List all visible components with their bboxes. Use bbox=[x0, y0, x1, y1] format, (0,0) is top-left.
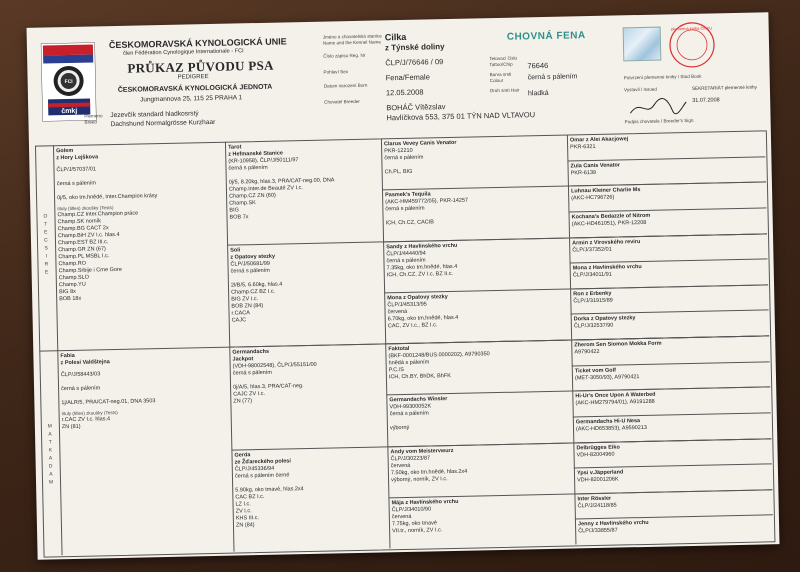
grandparent-detail: 5.90kg, oko tmavé, hlas.2x4 bbox=[235, 485, 304, 494]
grandparent-kennel: ze Žďareckého polesí bbox=[234, 457, 291, 466]
chip-label: Tetovací číslo Tattoo/Chip bbox=[489, 55, 518, 67]
great-grandparent-detail: ČLP/J/30223/87 bbox=[390, 454, 431, 462]
registration-number: ČLP/J/76646 / 09 bbox=[385, 57, 444, 68]
gen4-name: Germandachs Hi-U Nesa bbox=[575, 417, 641, 426]
hologram-sticker bbox=[623, 27, 662, 62]
colour-value: černá s pálením bbox=[527, 73, 578, 82]
parent-detail: černá s pálením bbox=[61, 385, 101, 393]
grandparent-detail: ČLP/J/50681/99 bbox=[230, 260, 271, 268]
titles-header: tituly (titles) zkoušky (Tests) bbox=[57, 205, 114, 212]
grandparent-detail: černá s pálením černé bbox=[234, 471, 290, 480]
parent-title: Champ.BiH ZV I.c. hlas.4 bbox=[57, 231, 120, 239]
breeder-name: BOHÁČ Vítězslav bbox=[386, 102, 446, 113]
grandparent-detail: CAJC bbox=[231, 316, 247, 324]
great-grandparent-name: Sandy z Havlínského vrchu bbox=[386, 242, 458, 250]
great-grandparent-detail: červená bbox=[390, 462, 411, 469]
colour-label: Barva srsti Colour bbox=[489, 71, 512, 83]
gen4-cell bbox=[572, 236, 764, 261]
great-grandparent-detail: VDH-99300052K bbox=[389, 403, 432, 411]
great-grandparent-detail: ICH, Ch.CZ, CACIB bbox=[385, 219, 435, 227]
dog-sex: Fena/Female bbox=[385, 72, 430, 83]
breeder-sign-label: Podpis chovatele / Breeder's Sign. bbox=[624, 117, 695, 125]
parent-detail: ČLP/J/57037/01 bbox=[56, 166, 97, 174]
great-grandparent-detail: (AKC-HM459772/05), PKR-14257 bbox=[385, 197, 469, 206]
parent-title: Champ.RO bbox=[58, 260, 87, 267]
parent-kennel: z Polesí Valdštejna bbox=[60, 359, 110, 367]
great-grandparent-name: Mona z Opatovy stezky bbox=[387, 293, 448, 302]
great-grandparent-name: Mája z Havlínského vrchu bbox=[391, 498, 459, 507]
grandparent-detail: Champ.SK bbox=[229, 200, 256, 207]
great-grandparent-cell bbox=[384, 138, 565, 188]
born-label: Datum narození Born bbox=[323, 82, 368, 89]
grandparent-detail: KHS III.c. bbox=[235, 514, 260, 522]
great-grandparent-detail: ČLP/J/45313/95 bbox=[387, 301, 427, 309]
parent-title: Champ.BG CACT 2x bbox=[57, 224, 109, 232]
gen4-name: Omar z Alei Akacjowej bbox=[569, 136, 629, 144]
parent-title: Champ.PL MSBL I.c. bbox=[58, 252, 110, 260]
grandparent-kennel: z Hefmanské Stanice bbox=[228, 150, 283, 158]
gen4-name: Mona z Havlínského vrchu bbox=[572, 264, 642, 272]
grandparent-detail: Champ.CZ BZ I.c. bbox=[231, 288, 276, 296]
grandparent-detail: BIG bbox=[229, 207, 239, 214]
great-grandparent-detail: VII.tr., norník, ZV I.c. bbox=[392, 526, 443, 535]
parent-cell bbox=[60, 350, 230, 553]
stamp-text: plemenná kniha ČMKU bbox=[671, 25, 713, 32]
grandparent-detail: BOB 7x bbox=[229, 214, 249, 221]
great-grandparent-detail: ČLP/J/34010/90 bbox=[391, 506, 432, 514]
issued-date: 31.07.2008 bbox=[692, 97, 720, 104]
parent-title: Champ.GR ZN (67) bbox=[58, 245, 106, 253]
grandparent-detail: 0j/A/5, hlas.3, PRA/CAT-neg. bbox=[233, 383, 304, 391]
great-grandparent-detail: hnědá s pálením bbox=[388, 359, 430, 367]
gen4-reg: (AKC-HD461051), PKR-12208 bbox=[571, 219, 647, 228]
gen4-reg: A9790422 bbox=[574, 348, 600, 356]
issued-label: Vystavil / Issued bbox=[623, 86, 658, 93]
parent-cell bbox=[56, 145, 226, 348]
grandparent-name: Germandachs bbox=[232, 348, 270, 356]
grandparent-detail: ZN (84) bbox=[235, 521, 255, 529]
grandparent-cell bbox=[228, 141, 380, 242]
gen4-cell bbox=[573, 262, 765, 287]
gen4-reg: ČLP/J/24118/85 bbox=[577, 502, 617, 510]
great-grandparent-detail: CAC, ZV I.c., BZ I.c. bbox=[387, 322, 438, 330]
great-grandparent-detail: 7.75kg, oko tmavé bbox=[391, 520, 437, 528]
grandparent-detail: 2l/B/5, 6.60kg, hlas.4 bbox=[230, 281, 283, 289]
gen4-name: Inter Rössler bbox=[577, 495, 612, 503]
gen4-cell bbox=[576, 415, 768, 440]
parent-title: ZN (81) bbox=[61, 423, 81, 430]
great-grandparent-detail: červená bbox=[387, 308, 408, 316]
great-grandparent-cell bbox=[390, 445, 571, 495]
great-grandparent-detail: červená bbox=[391, 513, 412, 521]
cmku-fci-logo bbox=[41, 42, 97, 121]
great-grandparent-detail: 6.70kg, oko tm.hnědé, hlas.4 bbox=[387, 314, 459, 323]
grandparent-detail: ZN (77) bbox=[233, 398, 253, 405]
hair-label: Druh srsti Hair bbox=[489, 87, 520, 94]
pedigree-document bbox=[27, 12, 780, 559]
gen4-name: Dorka z Opatovy stezky bbox=[573, 315, 636, 323]
parent-detail: černá s pálením bbox=[56, 180, 96, 188]
hair-value: hladká bbox=[527, 89, 549, 98]
gen4-name: Luhnau Kleiner Charlie Ms bbox=[570, 187, 641, 195]
gen4-reg: ČLP/J/32537/90 bbox=[573, 322, 614, 330]
document-subtitle: PEDIGREE bbox=[177, 74, 209, 81]
gen4-cell bbox=[570, 133, 762, 158]
great-grandparent-cell bbox=[387, 291, 568, 341]
org-name: ČESKOMORAVSKÁ KYNOLOGICKÁ UNIE bbox=[108, 36, 287, 51]
gen4-reg: (AKC-HC796726) bbox=[571, 194, 615, 202]
great-grandparent-cell bbox=[391, 496, 572, 546]
great-grandparent-name: Pasmek's Tequila bbox=[385, 191, 431, 199]
gen4-cell bbox=[570, 159, 762, 184]
svg-text:čmkj: čmkj bbox=[61, 107, 78, 116]
parent-title: Champ.CZ Inter.Champion práce bbox=[57, 210, 139, 218]
parent-title: BIG 8x bbox=[58, 288, 76, 295]
gen4-cell bbox=[573, 287, 765, 312]
document-title: PRŮKAZ PŮVODU PSA bbox=[127, 57, 274, 76]
gen4-cell bbox=[577, 492, 769, 517]
breed-de: Dachshund Normalgrösse Kurzhaar bbox=[110, 118, 216, 129]
grandparent-detail: ZV I.c. bbox=[235, 507, 252, 515]
breed-label: Plemeno Breed bbox=[84, 113, 103, 125]
gen4-name: Ticket vom Golf bbox=[574, 367, 617, 375]
gen4-cell bbox=[578, 518, 770, 543]
grandparent-detail: černá s pálením bbox=[230, 267, 270, 275]
red-stud-book-stamp bbox=[666, 19, 717, 70]
gen4-name: Armin z Vírovského revíru bbox=[572, 238, 641, 246]
dog-kennel: z Týnské doliny bbox=[384, 42, 445, 53]
gen4-cell bbox=[575, 364, 767, 389]
sire-side-label: O T E C S I R E bbox=[43, 213, 49, 276]
issuer-name: ČESKOMORAVSKÁ KYNOLOGICKÁ JEDNOTA bbox=[117, 83, 273, 94]
gen4-name: Zula Canis Venator bbox=[570, 162, 621, 170]
gen4-reg: ČLP/J/34011/91 bbox=[572, 271, 612, 279]
chip-number: 76646 bbox=[527, 60, 549, 71]
parent-kennel: z Hory Lejškova bbox=[56, 154, 99, 162]
grandparent-detail: (VDH-98002548), ČLP/J/55151/00 bbox=[232, 361, 317, 370]
dog-name: Cilka bbox=[384, 31, 407, 43]
gen4-name: Hi-Ur's Once Upon A Waterbed bbox=[575, 391, 656, 400]
gen4-cell bbox=[574, 313, 766, 338]
birth-date: 12.05.2008 bbox=[385, 87, 424, 98]
issuer-signature bbox=[628, 96, 688, 119]
grandparent-detail: Champ.CZ ZN (60) bbox=[229, 192, 276, 200]
gen4-reg: (MET-3050/93), A9790421 bbox=[574, 373, 640, 382]
gen4-reg: VDH-82001206K bbox=[577, 476, 619, 484]
parent-title: BOB 18x bbox=[59, 295, 82, 302]
grandparent-detail: (KR-10958), ČLP/J/50111/97 bbox=[228, 157, 299, 165]
great-grandparent-cell bbox=[386, 240, 567, 290]
great-grandparent-name: Andy vom Meistervwurz bbox=[390, 447, 454, 455]
great-grandparent-detail: PKR-12210 bbox=[384, 147, 413, 155]
titles-header: tituly (titles) zkoušky (Tests) bbox=[61, 410, 118, 417]
parent-title: Champ.YU bbox=[58, 281, 86, 288]
grandparent-name: Soli bbox=[230, 246, 241, 254]
gen4-cell bbox=[571, 185, 763, 210]
great-grandparent-detail: 7.50kg, oko tm.hnědé, hlas.2x4 bbox=[390, 468, 468, 476]
great-grandparent-detail: ICH, Ch.BY, BhDK, BhFK bbox=[388, 373, 451, 381]
grandparent-detail: černá s pálením bbox=[232, 369, 272, 377]
gen4-name: Delbrügges Eiko bbox=[576, 443, 620, 451]
great-grandparent-cell bbox=[385, 189, 566, 239]
grandparent-detail: černá s pálením bbox=[228, 164, 268, 172]
parent-title: Champ.SK norník bbox=[57, 217, 102, 225]
breeder-address: Havlíčkova 553, 375 01 TÝN NAD VLTAVOU bbox=[386, 110, 536, 123]
great-grandparent-detail: Ch.PL, BIG bbox=[384, 168, 413, 176]
org-member: člen Fédération Cynologique Internationale - FCI bbox=[123, 48, 244, 57]
gen4-reg: ČLP/J/31915/89 bbox=[573, 297, 613, 305]
gen4-reg: (AKC-HD653853), A9590213 bbox=[575, 424, 648, 433]
grandparent-detail: Champ.Inter.de Beauté ZV I.c. bbox=[228, 185, 303, 193]
great-grandparent-cell bbox=[389, 394, 570, 444]
grandparent-kennel: Jackpot bbox=[232, 356, 254, 363]
grandparent-cell bbox=[230, 244, 382, 345]
great-grandparent-detail: černá s pálením bbox=[389, 410, 429, 418]
parent-name: Fabia bbox=[60, 352, 75, 360]
gen4-name: Ypsi v.Jäpperland bbox=[576, 469, 624, 477]
kennel-label: Jméno a chovatelská stanice Name and the Kennel Name bbox=[322, 33, 382, 46]
great-grandparent-detail: ČLP/J/44440/94 bbox=[386, 250, 426, 257]
grandparent-detail: CAC BZ I.c. bbox=[235, 493, 265, 501]
grandparent-detail: BIG ZV I.c. bbox=[231, 295, 259, 303]
parent-name: Golem bbox=[56, 147, 74, 155]
gen4-reg: ČLP/J/33855/87 bbox=[578, 527, 618, 535]
grandparent-detail: LZ I.c. bbox=[235, 500, 251, 508]
parent-title: Champ.SLO bbox=[58, 274, 90, 281]
parent-detail: ČLP/J/58443/03 bbox=[60, 371, 101, 379]
grandparent-cell bbox=[234, 449, 386, 550]
gen4-name: Ron z Erbenky bbox=[573, 290, 612, 298]
gen4-reg: PKR-6321 bbox=[570, 143, 596, 151]
breed-cz: Jezevčík standard hladkosrstý bbox=[110, 110, 199, 120]
grandparent-detail: CAJC ZV I.c. bbox=[233, 390, 266, 398]
studbook-confirm-label: Potvrzení plemenné knihy / Stud Book bbox=[623, 73, 702, 81]
great-grandparent-detail: černá s pálením bbox=[385, 205, 425, 213]
issuer-address: Jungmannova 25, 115 25 PRAHA 1 bbox=[139, 94, 243, 104]
grandparent-detail: BOB ZN (84) bbox=[231, 302, 264, 310]
sex-label: Pohlaví Sex bbox=[323, 69, 349, 75]
grandparent-name: Gerda bbox=[234, 451, 251, 459]
dam-side-label: M A T K A D A M bbox=[47, 423, 54, 486]
breeder-label: Chovatel Breeder bbox=[324, 98, 360, 105]
grandparent-detail: r.CACA bbox=[231, 309, 250, 317]
great-grandparent-name: Germandachs Winsler bbox=[389, 396, 448, 404]
gen4-name: Zherom Sen Siomon Mokka Form bbox=[574, 340, 662, 349]
gen4-name: Jenny z Havlínského vrchu bbox=[577, 520, 649, 528]
great-grandparent-cell bbox=[388, 343, 569, 393]
great-grandparent-detail: P.C./S bbox=[388, 366, 405, 374]
gen4-cell bbox=[575, 390, 767, 415]
great-grandparent-detail: 7.35kg, oko tm.hnědé, hlas.4 bbox=[386, 263, 458, 271]
great-grandparent-detail: výborný, norník, ZV I.c. bbox=[390, 475, 448, 483]
grandparent-detail: ČLP/J/45336/94 bbox=[234, 465, 275, 473]
great-grandparent-detail: černá s pálením bbox=[386, 257, 426, 264]
gen4-cell bbox=[572, 210, 764, 235]
gen4-cell bbox=[574, 338, 766, 363]
gen4-name: Kochana's Bedazzle of Nitrom bbox=[571, 212, 651, 221]
gen4-cell bbox=[576, 441, 768, 466]
parent-title: r.CAC ZV I.c. hlas.4 bbox=[61, 415, 111, 423]
parent-detail: 0j/5, oko tm.hnědé, Inter.Champion krásy bbox=[57, 193, 158, 202]
great-grandparent-detail: výborný bbox=[389, 425, 410, 432]
gen4-reg: ČLP/J/37352/01 bbox=[572, 246, 612, 253]
gen4-reg: VDH-82004960 bbox=[576, 451, 615, 458]
grandparent-cell bbox=[232, 346, 384, 447]
great-grandparent-detail: černá s pálením bbox=[384, 154, 424, 162]
svg-text:FCI: FCI bbox=[64, 78, 73, 86]
issued-place: SEKRETARIÁT plemenné knihy bbox=[691, 84, 757, 91]
gen4-reg: (AKC-HM279794/01), A9191288 bbox=[575, 399, 655, 407]
breeding-female-stamp: CHOVNÁ FENA bbox=[506, 30, 586, 43]
parent-title: Champ.Srbije i Crne Gore bbox=[58, 266, 122, 274]
great-grandparent-name: Clarus Vevey Canis Venator bbox=[383, 139, 457, 148]
parent-title: Champ.EST BZ III.c. bbox=[57, 238, 109, 246]
reg-label: Číslo zápisu Reg. Nr bbox=[323, 52, 366, 59]
great-grandparent-detail: (BKF-0001248/BUS.0000202), A9790350 bbox=[388, 351, 490, 360]
parent-detail: 1j/ALR/5, PRA/CAT-neg.01, DNA 3503 bbox=[61, 398, 156, 407]
great-grandparent-detail: ICH, Ch.CZ, ZV I.c, BZ II.c. bbox=[386, 270, 454, 278]
grandparent-name: Tarot bbox=[228, 144, 242, 151]
gen4-cell bbox=[577, 467, 769, 492]
grandparent-detail: 0j/5, 8.20kg, hlas.3, PRA/CAT-neg.00, DNA bbox=[228, 177, 335, 186]
gen4-reg: PKR-6139 bbox=[570, 169, 597, 177]
great-grandparent-name: Faktotal bbox=[388, 345, 410, 353]
grandparent-kennel: z Opatovy stezky bbox=[230, 253, 276, 261]
